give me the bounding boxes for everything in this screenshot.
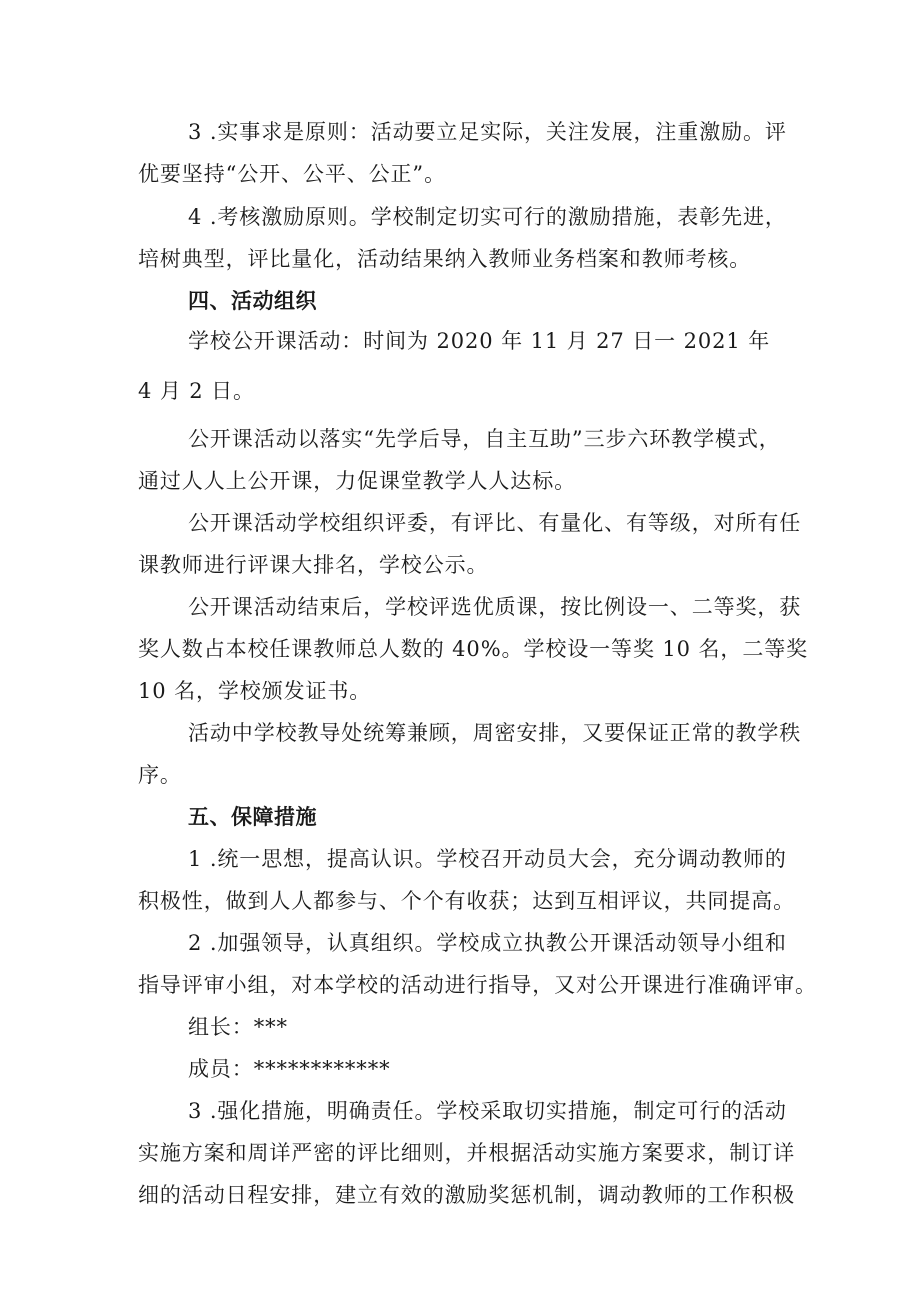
paragraph-principle-4-line-1: 4 .考核激励原则。学校制定切实可行的激励措施，表彰先进， (188, 205, 787, 229)
section-heading-activity-organization: 四、活动组织 (188, 289, 317, 313)
paragraph-judging-line-2: 课教师进行评课大排名，学校公示。 (138, 553, 489, 577)
group-leader-line: 组长：*** (188, 1015, 288, 1039)
paragraph-judging-line-1: 公开课活动学校组织评委，有评比、有量化、有等级，对所有任 (188, 511, 802, 535)
paragraph-awards-line-2: 奖人数占本校任课教师总人数的 40%。学校设一等奖 10 名，二等奖 (138, 637, 809, 661)
paragraph-schedule-line-1: 学校公开课活动：时间为 2020 年 11 月 27 日一 2021 年 (188, 329, 771, 353)
section-heading-safeguards: 五、保障措施 (188, 805, 317, 829)
paragraph-awards-line-3: 10 名，学校颁发证书。 (138, 679, 372, 703)
paragraph-order-line-2: 序。 (138, 763, 182, 787)
paragraph-measure-1-line-2: 积极性，做到人人都参与、个个有收获；达到互相评议，共同提高。 (138, 889, 795, 913)
paragraph-model-line-2: 通过人人上公开课，力促课堂教学人人达标。 (138, 469, 576, 493)
paragraph-measure-2-line-1: 2 .加强领导，认真组织。学校成立执教公开课活动领导小组和 (188, 931, 787, 955)
paragraph-principle-3-line-2: 优要坚持“公开、公平、公正”。 (138, 162, 446, 186)
paragraph-order-line-1: 活动中学校教导处统筹兼顾，周密安排，又要保证正常的教学秩 (188, 721, 802, 745)
paragraph-model-line-1: 公开课活动以落实“先学后导，自主互助”三步六环教学模式， (188, 427, 781, 451)
paragraph-measure-3-line-1: 3 .强化措施，明确责任。学校采取切实措施，制定可行的活动 (188, 1099, 787, 1123)
paragraph-principle-4-line-2: 培树典型，评比量化，活动结果纳入教师业务档案和教师考核。 (138, 247, 752, 271)
paragraph-awards-line-1: 公开课活动结束后，学校评选优质课，按比例设一、二等奖，获 (188, 595, 802, 619)
paragraph-measure-3-line-3: 细的活动日程安排，建立有效的激励奖惩机制，调动教师的工作积极 (138, 1183, 795, 1207)
paragraph-schedule-line-2: 4 月 2 日。 (138, 379, 255, 403)
paragraph-measure-1-line-1: 1 .统一思想，提高认识。学校召开动员大会，充分调动教师的 (188, 847, 787, 871)
paragraph-measure-2-line-2: 指导评审小组，对本学校的活动进行指导，又对公开课进行准确评审。 (138, 973, 817, 997)
group-members-line: 成员：************ (188, 1057, 391, 1081)
paragraph-principle-3-line-1: 3 .实事求是原则：活动要立足实际，关注发展，注重激励。评 (188, 120, 787, 144)
paragraph-measure-3-line-2: 实施方案和周详严密的评比细则，并根据活动实施方案要求，制订详 (138, 1141, 795, 1165)
